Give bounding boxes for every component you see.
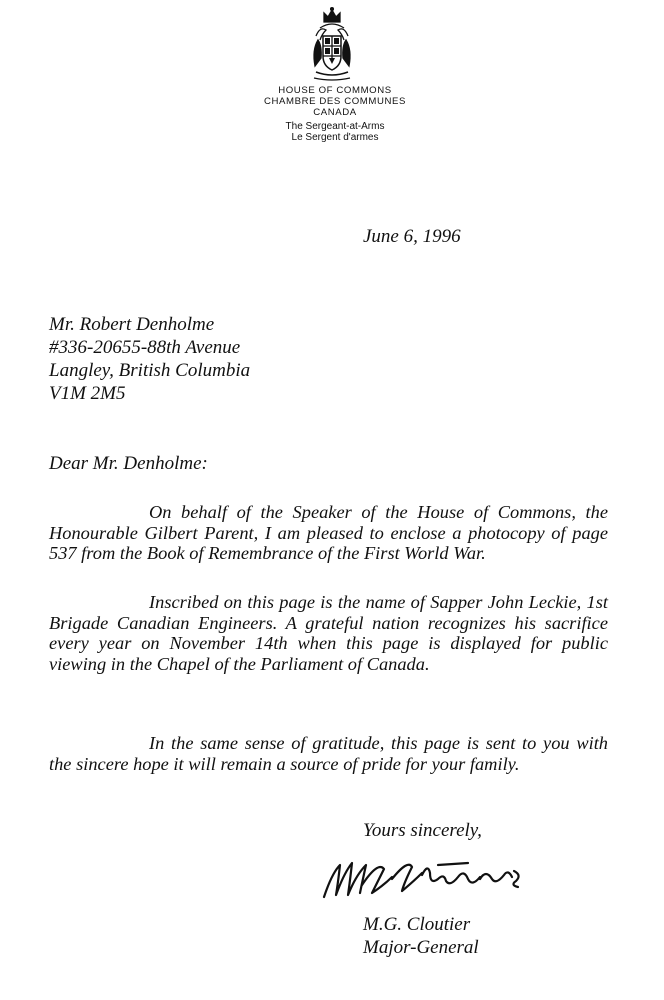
letterhead <box>0 6 664 143</box>
letterhead-org-english: HOUSE OF COMMONS <box>278 85 392 96</box>
letterhead-country: CANADA <box>313 107 357 118</box>
handwritten-signature <box>318 855 528 907</box>
signer-title: Major-General <box>363 937 479 958</box>
letterhead-org-french: CHAMBRE DES COMMUNES <box>263 96 407 107</box>
letterhead-office-french: Le Sergent d'armes <box>291 132 379 143</box>
recipient-city: Langley, British Columbia <box>49 360 251 381</box>
body-paragraph: Inscribed on this page is the name of Sapper John Leckie, 1st Brigade Canadian Engineers. A grateful nation recognizes his sacrifice every year on November 14th when this page is displayed for public viewing in the Chapel of the Parliament of Canada. <box>49 592 608 674</box>
letter-date: June 6, 1996 <box>363 226 461 247</box>
recipient-name: Mr. Robert Denholme <box>49 314 215 335</box>
signer-name: M.G. Cloutier <box>363 914 471 935</box>
signer-block <box>363 913 479 959</box>
recipient-street: #336-20655-88th Avenue <box>49 337 241 358</box>
body-paragraph: On behalf of the Speaker of the House of Commons, the Honourable Gilbert Parent, I am pleased to enclose a photocopy of page 537 from the Book of Remembrance of the First World War. <box>49 502 608 563</box>
body-paragraph: In the same sense of gratitude, this page is sent to you with the sincere hope it will remain a source of pride for your family. <box>49 733 608 774</box>
salutation: Dear Mr. Denholme: <box>49 453 208 474</box>
royal-coat-of-arms-icon <box>310 6 354 82</box>
recipient-address <box>49 313 250 405</box>
recipient-postal-code: V1M 2M5 <box>49 383 126 404</box>
letterhead-office-english: The Sergeant-at-Arms <box>285 121 385 132</box>
closing: Yours sincerely, <box>363 820 482 841</box>
